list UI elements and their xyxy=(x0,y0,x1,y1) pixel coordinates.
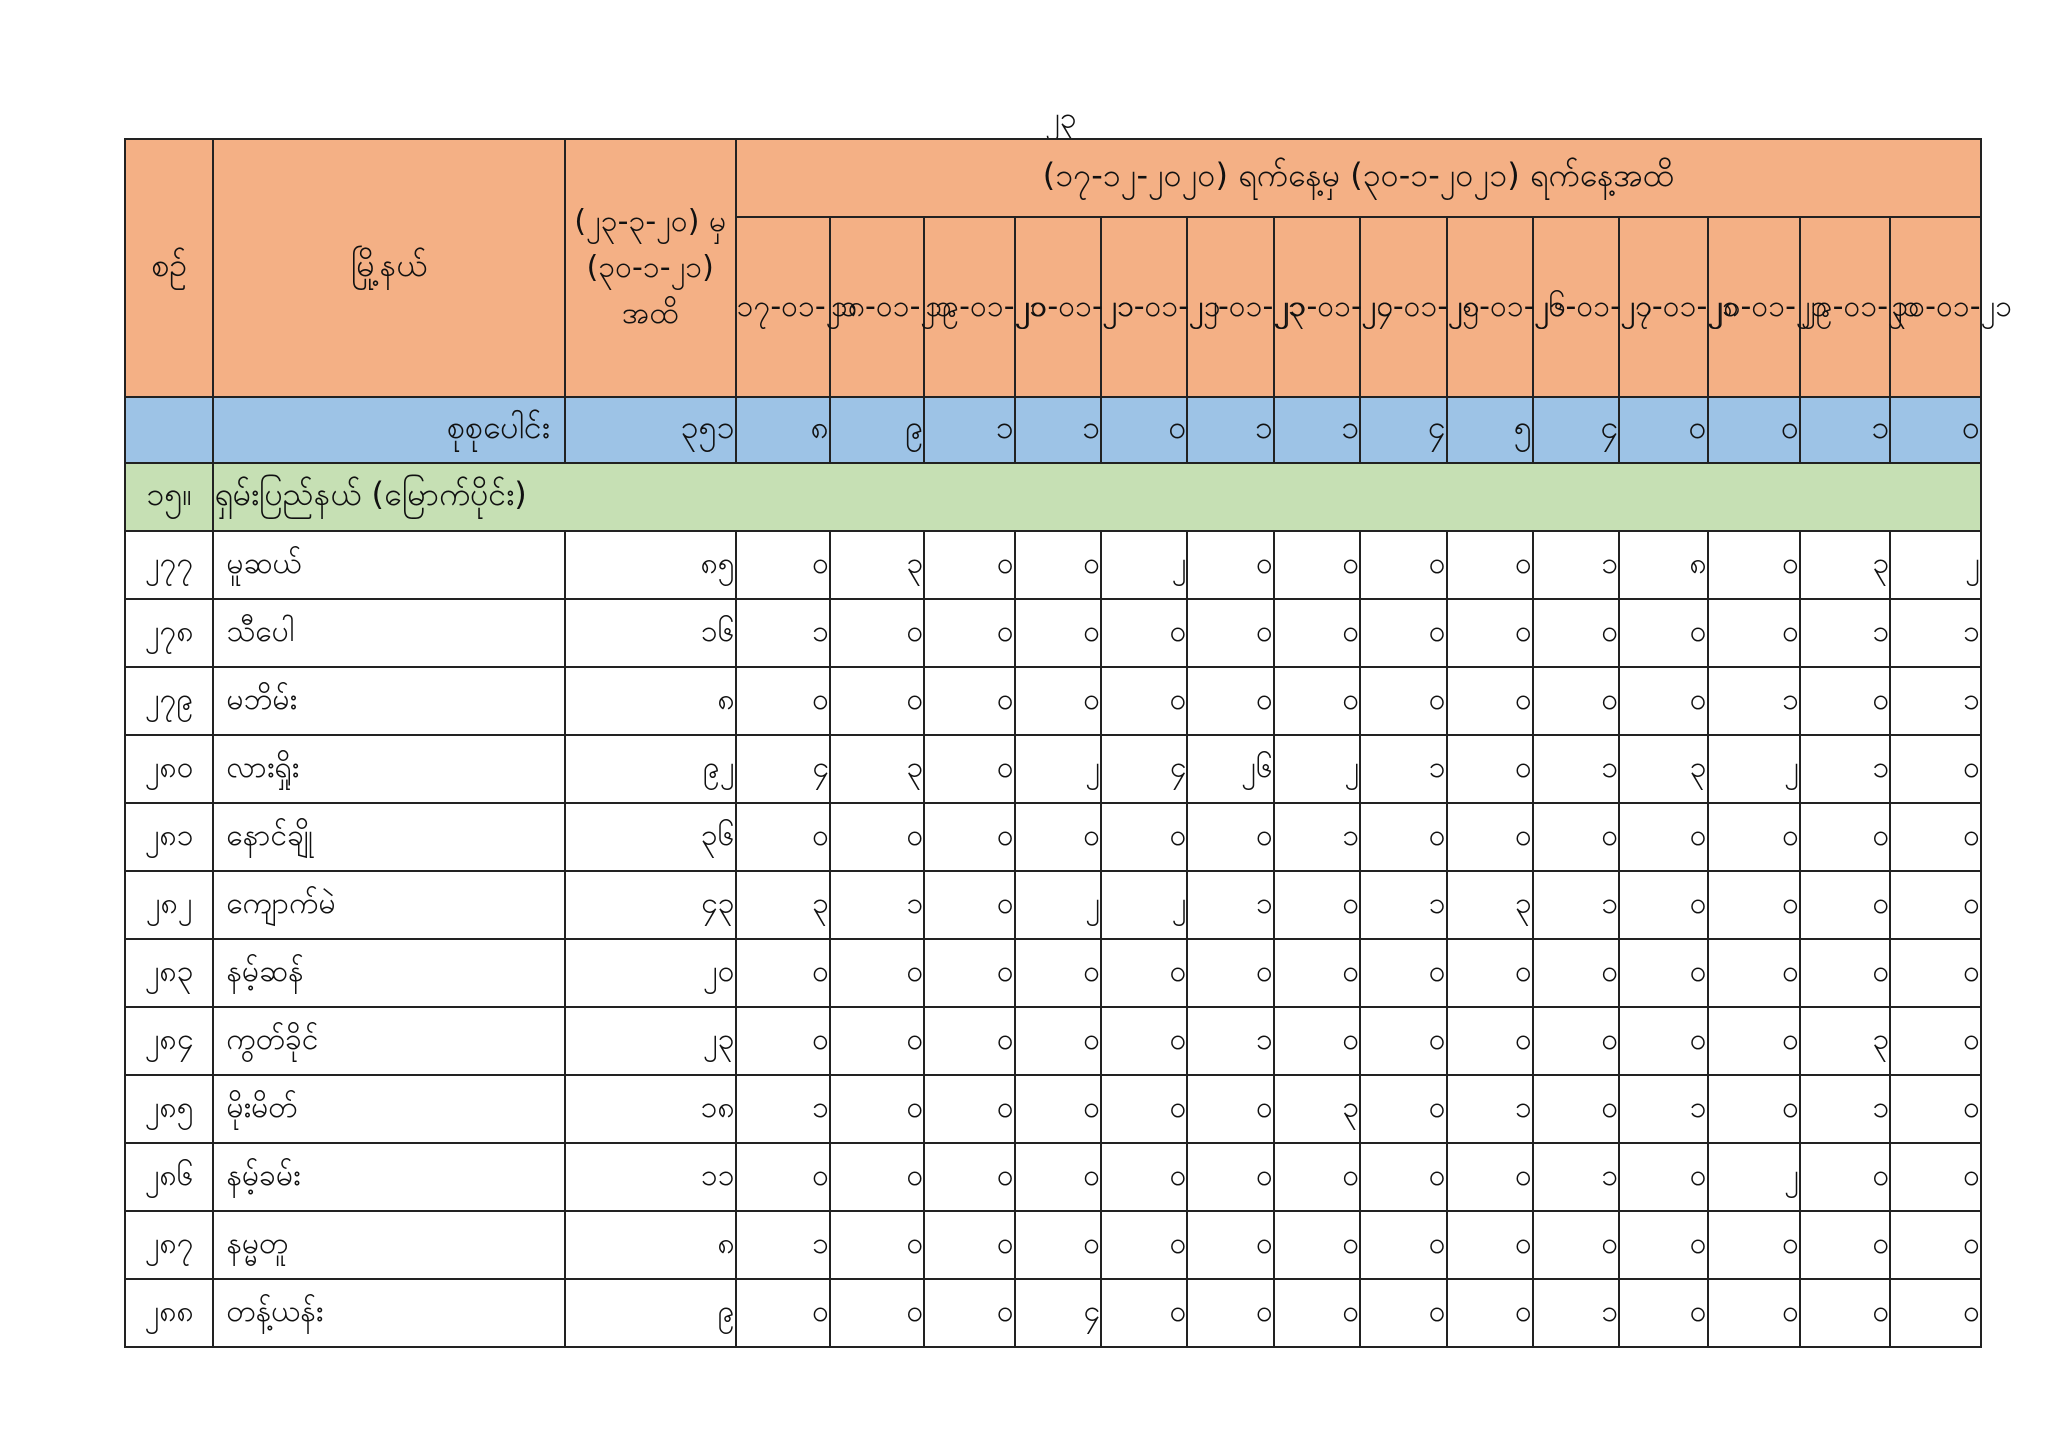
header-date: ၂၁-၀၁-၂၁ xyxy=(1101,217,1187,397)
daily-value: ၀ xyxy=(1101,939,1187,1007)
table-row xyxy=(125,1211,1981,1279)
daily-value: ၁ xyxy=(1619,1075,1707,1143)
daily-value: ၀ xyxy=(1274,1279,1360,1347)
daily-value: ၂၆ xyxy=(1187,735,1273,803)
daily-value: ၀ xyxy=(1800,803,1890,871)
daily-value: ၀ xyxy=(1800,871,1890,939)
daily-value: ၀ xyxy=(1101,1211,1187,1279)
daily-value: ၀ xyxy=(1447,1211,1533,1279)
header-date: ၂၃-၀၁-၂၁ xyxy=(1274,217,1360,397)
table-row xyxy=(125,939,1981,1007)
daily-value: ၀ xyxy=(1187,1279,1273,1347)
daily-value: ၀ xyxy=(1447,1279,1533,1347)
section-title: ရှမ်းပြည်နယ် (မြောက်ပိုင်း) xyxy=(213,463,1981,531)
row-sum: ၈ xyxy=(565,1211,736,1279)
daily-value: ၀ xyxy=(736,667,830,735)
row-sum: ၁၁ xyxy=(565,1143,736,1211)
daily-value: ၀ xyxy=(1708,803,1800,871)
daily-value: ၀ xyxy=(830,1279,924,1347)
daily-value: ၀ xyxy=(1619,871,1707,939)
daily-value: ၁ xyxy=(1533,531,1619,599)
daily-value: ၁ xyxy=(1447,1075,1533,1143)
daily-value: ၀ xyxy=(1708,1075,1800,1143)
daily-value: ၀ xyxy=(736,531,830,599)
section-row xyxy=(125,463,1981,531)
row-number: ၂၈၈ xyxy=(125,1279,213,1347)
daily-value: ၀ xyxy=(1447,939,1533,1007)
daily-value: ၀ xyxy=(1015,1211,1101,1279)
daily-value: ၀ xyxy=(1890,1211,1981,1279)
daily-value: ၀ xyxy=(1274,939,1360,1007)
township-name: လားရှိုး xyxy=(213,735,565,803)
total-value: ၀ xyxy=(1890,397,1981,463)
daily-value: ၀ xyxy=(1015,667,1101,735)
daily-value: ၂ xyxy=(1101,531,1187,599)
daily-value: ၀ xyxy=(1187,1211,1273,1279)
covid-township-table xyxy=(124,138,2013,1348)
table-row xyxy=(125,1007,1981,1075)
daily-value: ၀ xyxy=(1274,1143,1360,1211)
daily-value: ၀ xyxy=(1101,667,1187,735)
row-sum: ၁၆ xyxy=(565,599,736,667)
daily-value: ၀ xyxy=(1800,1279,1890,1347)
daily-value: ၀ xyxy=(1187,531,1273,599)
table-row xyxy=(125,1279,1981,1347)
daily-value: ၀ xyxy=(1708,599,1800,667)
daily-value: ၀ xyxy=(1360,1007,1446,1075)
township-name: မဘိမ်း xyxy=(213,667,565,735)
daily-value: ၀ xyxy=(1101,1279,1187,1347)
daily-value: ၀ xyxy=(1533,667,1619,735)
daily-value: ၀ xyxy=(1360,599,1446,667)
daily-value: ၀ xyxy=(924,1075,1014,1143)
township-name: နမ့်ဆန် xyxy=(213,939,565,1007)
row-sum: ၈ xyxy=(565,667,736,735)
header-date: ၂၆-၀၁-၂၁ xyxy=(1533,217,1619,397)
daily-value: ၀ xyxy=(1447,735,1533,803)
header-date: ၂၀-၀၁-၂၁ xyxy=(1015,217,1101,397)
daily-value: ၀ xyxy=(1890,939,1981,1007)
daily-value: ၃ xyxy=(1800,1007,1890,1075)
daily-value: ၀ xyxy=(1360,667,1446,735)
header-period: (၁၇-၁၂-၂၀၂၀) ရက်နေ့မှ (၃၀-၁-၂၀၂၁) ရက်နေ့အထိ xyxy=(736,139,1981,217)
daily-value: ၁ xyxy=(1800,1075,1890,1143)
daily-value: ၀ xyxy=(1619,1279,1707,1347)
row-sum: ၂၀ xyxy=(565,939,736,1007)
header-date: ၂၉-၀၁-၂၁ xyxy=(1800,217,1890,397)
township-name: မိုးမိတ် xyxy=(213,1075,565,1143)
daily-value: ၀ xyxy=(1187,939,1273,1007)
daily-value: ၀ xyxy=(830,1211,924,1279)
daily-value: ၄ xyxy=(1101,735,1187,803)
daily-value: ၀ xyxy=(1447,1007,1533,1075)
daily-value: ၀ xyxy=(1187,1143,1273,1211)
daily-value: ၀ xyxy=(1447,667,1533,735)
table-row xyxy=(125,803,1981,871)
header-total-range: (၂၃-၃-၂၀) မှ (၃၀-၁-၂၁) အထိ xyxy=(565,139,736,397)
daily-value: ၁ xyxy=(1890,667,1981,735)
row-sum: ၂၃ xyxy=(565,1007,736,1075)
header-date: ၂၄-၀၁-၂၁ xyxy=(1360,217,1446,397)
total-value: ၀ xyxy=(1619,397,1707,463)
daily-value: ၁ xyxy=(1890,599,1981,667)
daily-value: ၀ xyxy=(736,1143,830,1211)
total-sum: ၃၅၁ xyxy=(565,397,736,463)
daily-value: ၂ xyxy=(1015,871,1101,939)
table-row xyxy=(125,1143,1981,1211)
total-value: ၁ xyxy=(1800,397,1890,463)
table-row xyxy=(125,531,1981,599)
daily-value: ၀ xyxy=(1360,1075,1446,1143)
daily-value: ၀ xyxy=(1708,1279,1800,1347)
total-value: ၀ xyxy=(1708,397,1800,463)
daily-value: ၃ xyxy=(830,531,924,599)
row-sum: ၈၅ xyxy=(565,531,736,599)
daily-value: ၀ xyxy=(1890,803,1981,871)
daily-value: ၀ xyxy=(830,667,924,735)
daily-value: ၀ xyxy=(1533,1075,1619,1143)
daily-value: ၀ xyxy=(1101,803,1187,871)
daily-value: ၀ xyxy=(1015,803,1101,871)
daily-value: ၀ xyxy=(1890,735,1981,803)
daily-value: ၀ xyxy=(1533,939,1619,1007)
daily-value: ၀ xyxy=(1619,1211,1707,1279)
row-number: ၂၇၈ xyxy=(125,599,213,667)
daily-value: ၀ xyxy=(830,1007,924,1075)
table-row xyxy=(125,871,1981,939)
daily-value: ၀ xyxy=(1890,1279,1981,1347)
total-value: ၈ xyxy=(736,397,830,463)
daily-value: ၀ xyxy=(1015,1007,1101,1075)
daily-value: ၀ xyxy=(1800,1143,1890,1211)
daily-value: ၀ xyxy=(1015,1075,1101,1143)
header-date: ၂၇-၀၁-၂၁ xyxy=(1619,217,1707,397)
daily-value: ၁ xyxy=(1708,667,1800,735)
row-number: ၂၈၄ xyxy=(125,1007,213,1075)
daily-value: ၁ xyxy=(1533,1279,1619,1347)
total-value: ၁ xyxy=(1274,397,1360,463)
row-number: ၂၈၇ xyxy=(125,1211,213,1279)
header-date: ၂၈-၀၁-၂၁ xyxy=(1708,217,1800,397)
daily-value: ၁ xyxy=(736,1075,830,1143)
daily-value: ၀ xyxy=(1619,1007,1707,1075)
daily-value: ၀ xyxy=(1015,599,1101,667)
daily-value: ၀ xyxy=(1187,803,1273,871)
township-name: သီပေါ xyxy=(213,599,565,667)
row-number: ၂၈၃ xyxy=(125,939,213,1007)
township-name: တန့်ယန်း xyxy=(213,1279,565,1347)
daily-value: ၀ xyxy=(736,1007,830,1075)
row-sum: ၉ xyxy=(565,1279,736,1347)
daily-value: ၀ xyxy=(924,1279,1014,1347)
daily-value: ၀ xyxy=(1274,667,1360,735)
daily-value: ၃ xyxy=(1800,531,1890,599)
total-value: ၉ xyxy=(830,397,924,463)
total-value: ၄ xyxy=(1533,397,1619,463)
daily-value: ၀ xyxy=(1360,1211,1446,1279)
daily-value: ၁ xyxy=(830,871,924,939)
daily-value: ၀ xyxy=(924,1211,1014,1279)
daily-value: ၁ xyxy=(1274,803,1360,871)
daily-value: ၁ xyxy=(1800,599,1890,667)
daily-value: ၀ xyxy=(924,1007,1014,1075)
daily-value: ၀ xyxy=(1274,1007,1360,1075)
daily-value: ၀ xyxy=(830,1075,924,1143)
daily-value: ၂ xyxy=(1274,735,1360,803)
section-no: ၁၅။ xyxy=(125,463,213,531)
daily-value: ၈ xyxy=(1619,531,1707,599)
daily-value: ၀ xyxy=(1447,599,1533,667)
daily-value: ၀ xyxy=(1360,1143,1446,1211)
daily-value: ၀ xyxy=(1360,531,1446,599)
daily-value: ၀ xyxy=(1187,599,1273,667)
row-number: ၂၇၉ xyxy=(125,667,213,735)
total-value: ၁ xyxy=(924,397,1014,463)
daily-value: ၁ xyxy=(1360,871,1446,939)
daily-value: ၀ xyxy=(830,939,924,1007)
daily-value: ၂ xyxy=(1101,871,1187,939)
daily-value: ၁ xyxy=(736,599,830,667)
total-label: စုစုပေါင်း xyxy=(213,397,565,463)
daily-value: ၀ xyxy=(830,599,924,667)
header-date: ၁၉-၀၁-၂၁ xyxy=(924,217,1014,397)
daily-value: ၀ xyxy=(830,803,924,871)
township-name: နမ္မတူ xyxy=(213,1211,565,1279)
daily-value: ၀ xyxy=(924,939,1014,1007)
daily-value: ၀ xyxy=(1708,1007,1800,1075)
township-name: မူဆယ် xyxy=(213,531,565,599)
row-number: ၂၇၇ xyxy=(125,531,213,599)
daily-value: ၀ xyxy=(1360,939,1446,1007)
daily-value: ၀ xyxy=(1274,599,1360,667)
daily-value: ၀ xyxy=(1187,1075,1273,1143)
daily-value: ၀ xyxy=(924,599,1014,667)
daily-value: ၀ xyxy=(830,1143,924,1211)
daily-value: ၀ xyxy=(1447,803,1533,871)
daily-value: ၁ xyxy=(1187,1007,1273,1075)
daily-value: ၁ xyxy=(1800,735,1890,803)
row-number: ၂၈၀ xyxy=(125,735,213,803)
daily-value: ၀ xyxy=(1101,1075,1187,1143)
daily-value: ၀ xyxy=(1015,939,1101,1007)
daily-value: ၃ xyxy=(830,735,924,803)
daily-value: ၀ xyxy=(1015,531,1101,599)
daily-value: ၁ xyxy=(1360,735,1446,803)
daily-value: ၀ xyxy=(736,803,830,871)
daily-value: ၄ xyxy=(736,735,830,803)
daily-value: ၀ xyxy=(1800,939,1890,1007)
daily-value: ၀ xyxy=(1708,871,1800,939)
row-sum: ၁၈ xyxy=(565,1075,736,1143)
total-no-cell xyxy=(125,397,213,463)
table-row xyxy=(125,735,1981,803)
daily-value: ၀ xyxy=(1800,1211,1890,1279)
daily-value: ၀ xyxy=(1533,1007,1619,1075)
daily-value: ၀ xyxy=(1708,939,1800,1007)
total-value: ၁ xyxy=(1015,397,1101,463)
daily-value: ၀ xyxy=(1708,1211,1800,1279)
daily-value: ၀ xyxy=(1101,599,1187,667)
township-name: ကွတ်ခိုင် xyxy=(213,1007,565,1075)
daily-value: ၀ xyxy=(736,1279,830,1347)
daily-value: ၂ xyxy=(1015,735,1101,803)
daily-value: ၀ xyxy=(1619,599,1707,667)
daily-value: ၀ xyxy=(924,871,1014,939)
table-row xyxy=(125,1075,1981,1143)
daily-value: ၀ xyxy=(1533,803,1619,871)
daily-value: ၀ xyxy=(1274,531,1360,599)
row-sum: ၉၂ xyxy=(565,735,736,803)
daily-value: ၁ xyxy=(1187,871,1273,939)
header-date: ၂၅-၀၁-၂၁ xyxy=(1447,217,1533,397)
total-value: ၁ xyxy=(1187,397,1273,463)
daily-value: ၀ xyxy=(924,1143,1014,1211)
total-row xyxy=(125,397,1981,463)
township-name: ကျောက်မဲ xyxy=(213,871,565,939)
daily-value: ၀ xyxy=(1360,803,1446,871)
table-row xyxy=(125,667,1981,735)
township-name: နမ့်ခမ်း xyxy=(213,1143,565,1211)
daily-value: ၀ xyxy=(924,531,1014,599)
daily-value: ၁ xyxy=(736,1211,830,1279)
daily-value: ၀ xyxy=(1360,1279,1446,1347)
daily-value: ၃ xyxy=(1447,871,1533,939)
daily-value: ၁ xyxy=(1533,871,1619,939)
daily-value: ၀ xyxy=(1890,1075,1981,1143)
daily-value: ၀ xyxy=(1274,1211,1360,1279)
page-number: ၂၃ xyxy=(1045,101,1077,136)
daily-value: ၀ xyxy=(1619,667,1707,735)
daily-value: ၀ xyxy=(924,735,1014,803)
daily-value: ၀ xyxy=(1619,1143,1707,1211)
daily-value: ၀ xyxy=(1800,667,1890,735)
daily-value: ၀ xyxy=(924,803,1014,871)
daily-value: ၀ xyxy=(1890,1143,1981,1211)
row-number: ၂၈၅ xyxy=(125,1075,213,1143)
daily-value: ၀ xyxy=(1708,531,1800,599)
total-value: ၄ xyxy=(1360,397,1446,463)
daily-value: ၃ xyxy=(736,871,830,939)
row-number: ၂၈၆ xyxy=(125,1143,213,1211)
daily-value: ၂ xyxy=(1708,735,1800,803)
daily-value: ၁ xyxy=(1533,1143,1619,1211)
daily-value: ၀ xyxy=(736,939,830,1007)
row-number: ၂၈၂ xyxy=(125,871,213,939)
total-value: ၅ xyxy=(1447,397,1533,463)
header-township: မြို့နယ် xyxy=(213,139,565,397)
daily-value: ၀ xyxy=(1619,939,1707,1007)
total-value: ၀ xyxy=(1101,397,1187,463)
township-name: နောင်ချို xyxy=(213,803,565,871)
daily-value: ၀ xyxy=(1101,1143,1187,1211)
daily-value: ၃ xyxy=(1274,1075,1360,1143)
daily-value: ၂ xyxy=(1708,1143,1800,1211)
daily-value: ၄ xyxy=(1015,1279,1101,1347)
daily-value: ၁ xyxy=(1533,735,1619,803)
daily-value: ၀ xyxy=(1533,599,1619,667)
daily-value: ၀ xyxy=(1619,803,1707,871)
daily-value: ၀ xyxy=(1447,1143,1533,1211)
daily-value: ၀ xyxy=(1015,1143,1101,1211)
daily-value: ၀ xyxy=(1890,1007,1981,1075)
header-date: ၃၀-၀၁-၂၁ xyxy=(1890,217,1981,397)
row-sum: ၃၆ xyxy=(565,803,736,871)
table-row xyxy=(125,599,1981,667)
header-no: စဉ် xyxy=(125,139,213,397)
header-date: ၁၇-၀၁-၂၁ xyxy=(736,217,830,397)
header-date: ၂၂-၀၁-၂၁ xyxy=(1187,217,1273,397)
daily-value: ၀ xyxy=(924,667,1014,735)
daily-value: ၀ xyxy=(1274,871,1360,939)
daily-value: ၀ xyxy=(1533,1211,1619,1279)
daily-value: ၂ xyxy=(1890,531,1981,599)
daily-value: ၀ xyxy=(1101,1007,1187,1075)
daily-value: ၀ xyxy=(1187,667,1273,735)
daily-value: ၃ xyxy=(1619,735,1707,803)
row-sum: ၄၃ xyxy=(565,871,736,939)
daily-value: ၀ xyxy=(1447,531,1533,599)
header-date: ၁၈-၀၁-၂၁ xyxy=(830,217,924,397)
row-number: ၂၈၁ xyxy=(125,803,213,871)
daily-value: ၀ xyxy=(1890,871,1981,939)
